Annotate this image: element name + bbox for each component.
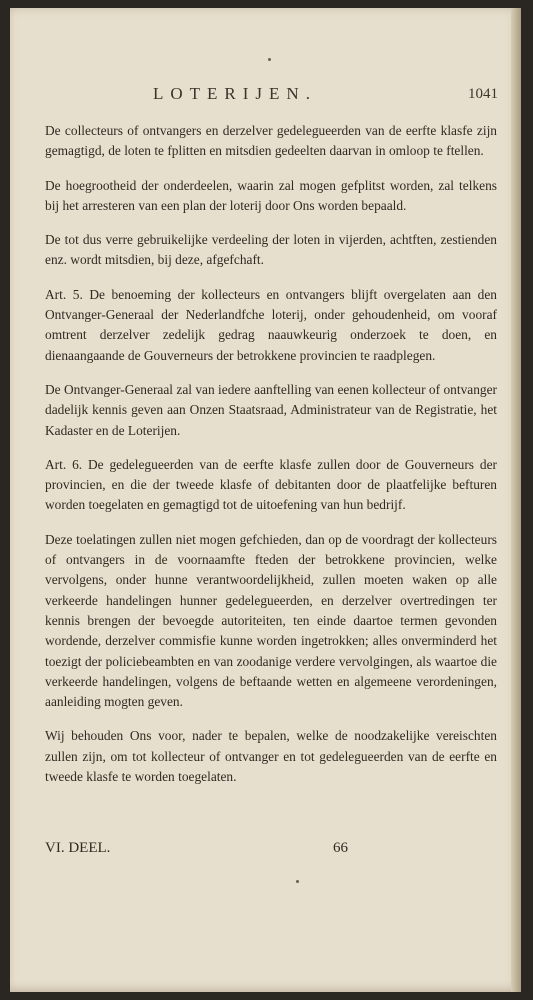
paragraph-2: De hoegrootheid der onderdeelen, waarin zal mogen gefplitst worden, zal telkens bij het arresteren van een plan der loterij door Ons worden bepaald. bbox=[45, 177, 497, 213]
paragraph-5: De Ontvanger-Generaal zal van iedere aanftelling van eenen kollecteur of ontvanger dadelijk kennis geven aan Onzen Staatsraad, Administrateur van de Registratie, het Kadaster en de Loterijen. bbox=[45, 381, 497, 438]
running-title: LOTERIJEN. bbox=[153, 84, 317, 103]
page-header bbox=[10, 84, 521, 108]
paragraph-art-6: Art. 6. De gedelegueerden van de eerfte klasfe zullen door de Gouverneurs der provincien, en die der tweede klasfe of debitanten door de plaatfelijke befturen worden toegelaten en gemagtigd tot de uitoefening van hun bedrijf. bbox=[45, 456, 497, 513]
page-footer bbox=[10, 840, 521, 862]
signature-mark: VI. DEEL. bbox=[45, 840, 111, 856]
paper-speck bbox=[296, 880, 299, 883]
paper-speck bbox=[268, 58, 271, 61]
paragraph-art-5: Art. 5. De benoeming der kollecteurs en ontvangers blijft overgelaten aan den Ontvanger-Generaal der Nederlandfche loterij, onder gehoudenheid, om vooraf omtrent derzelver zedelijk gedrag naauwkeurig onderzoek te doen, en dienaangaande de Gouverneurs der betrokkene provincien te raadplegen. bbox=[45, 286, 497, 363]
body-text bbox=[45, 121, 497, 787]
paragraph-8: Wij behouden Ons voor, nader te bepalen, welke de noodzakelijke vereischten zullen zijn, om tot kollecteur of ontvanger en tot gedelegueerden van de eerfte en tweede klasfe te worden toegelaten. bbox=[45, 728, 497, 785]
paragraph-7: Deze toelatingen zullen niet mogen gefchieden, dan op de voordragt der kollecteurs of ontvangers in de voornaamfte fteden der betrokkene provincien, welke vervolgens, onder hunne verantwoordelijkheid, zullen moeten waken op alle verkeerde handelingen hunner gedelegueerden, en derzelver overtredingen ter kennis brengen der bevoegde autoriteiten, ten einde daartoe termen gevonden wordende, derzelver commisfie kunne worden ingetrokken; alles onverminderd het toezigt der policiebeambten en van zoodanige verdere vervolgingen, als waartoe die verkeerde handelingen, volgens de beftaande wetten en algemeene verordeningen, aanleiding mogten geven. bbox=[45, 531, 497, 710]
book-page bbox=[10, 8, 521, 992]
paragraph-3: De tot dus verre gebruikelijke verdeeling der loten in vijerden, achtften, zestienden enz. wordt mitsdien, bij deze, afgefchaft. bbox=[45, 232, 497, 268]
folio-number: 66 bbox=[333, 840, 348, 856]
paragraph-1: De collecteurs of ontvangers en derzelver gedelegueerden van de eerfte klasfe zijn gemagtigd, de loten te fplitten en mitsdien gedeelten daarvan in omloop te ftellen. bbox=[45, 123, 497, 159]
page-number: 1041 bbox=[468, 86, 498, 102]
